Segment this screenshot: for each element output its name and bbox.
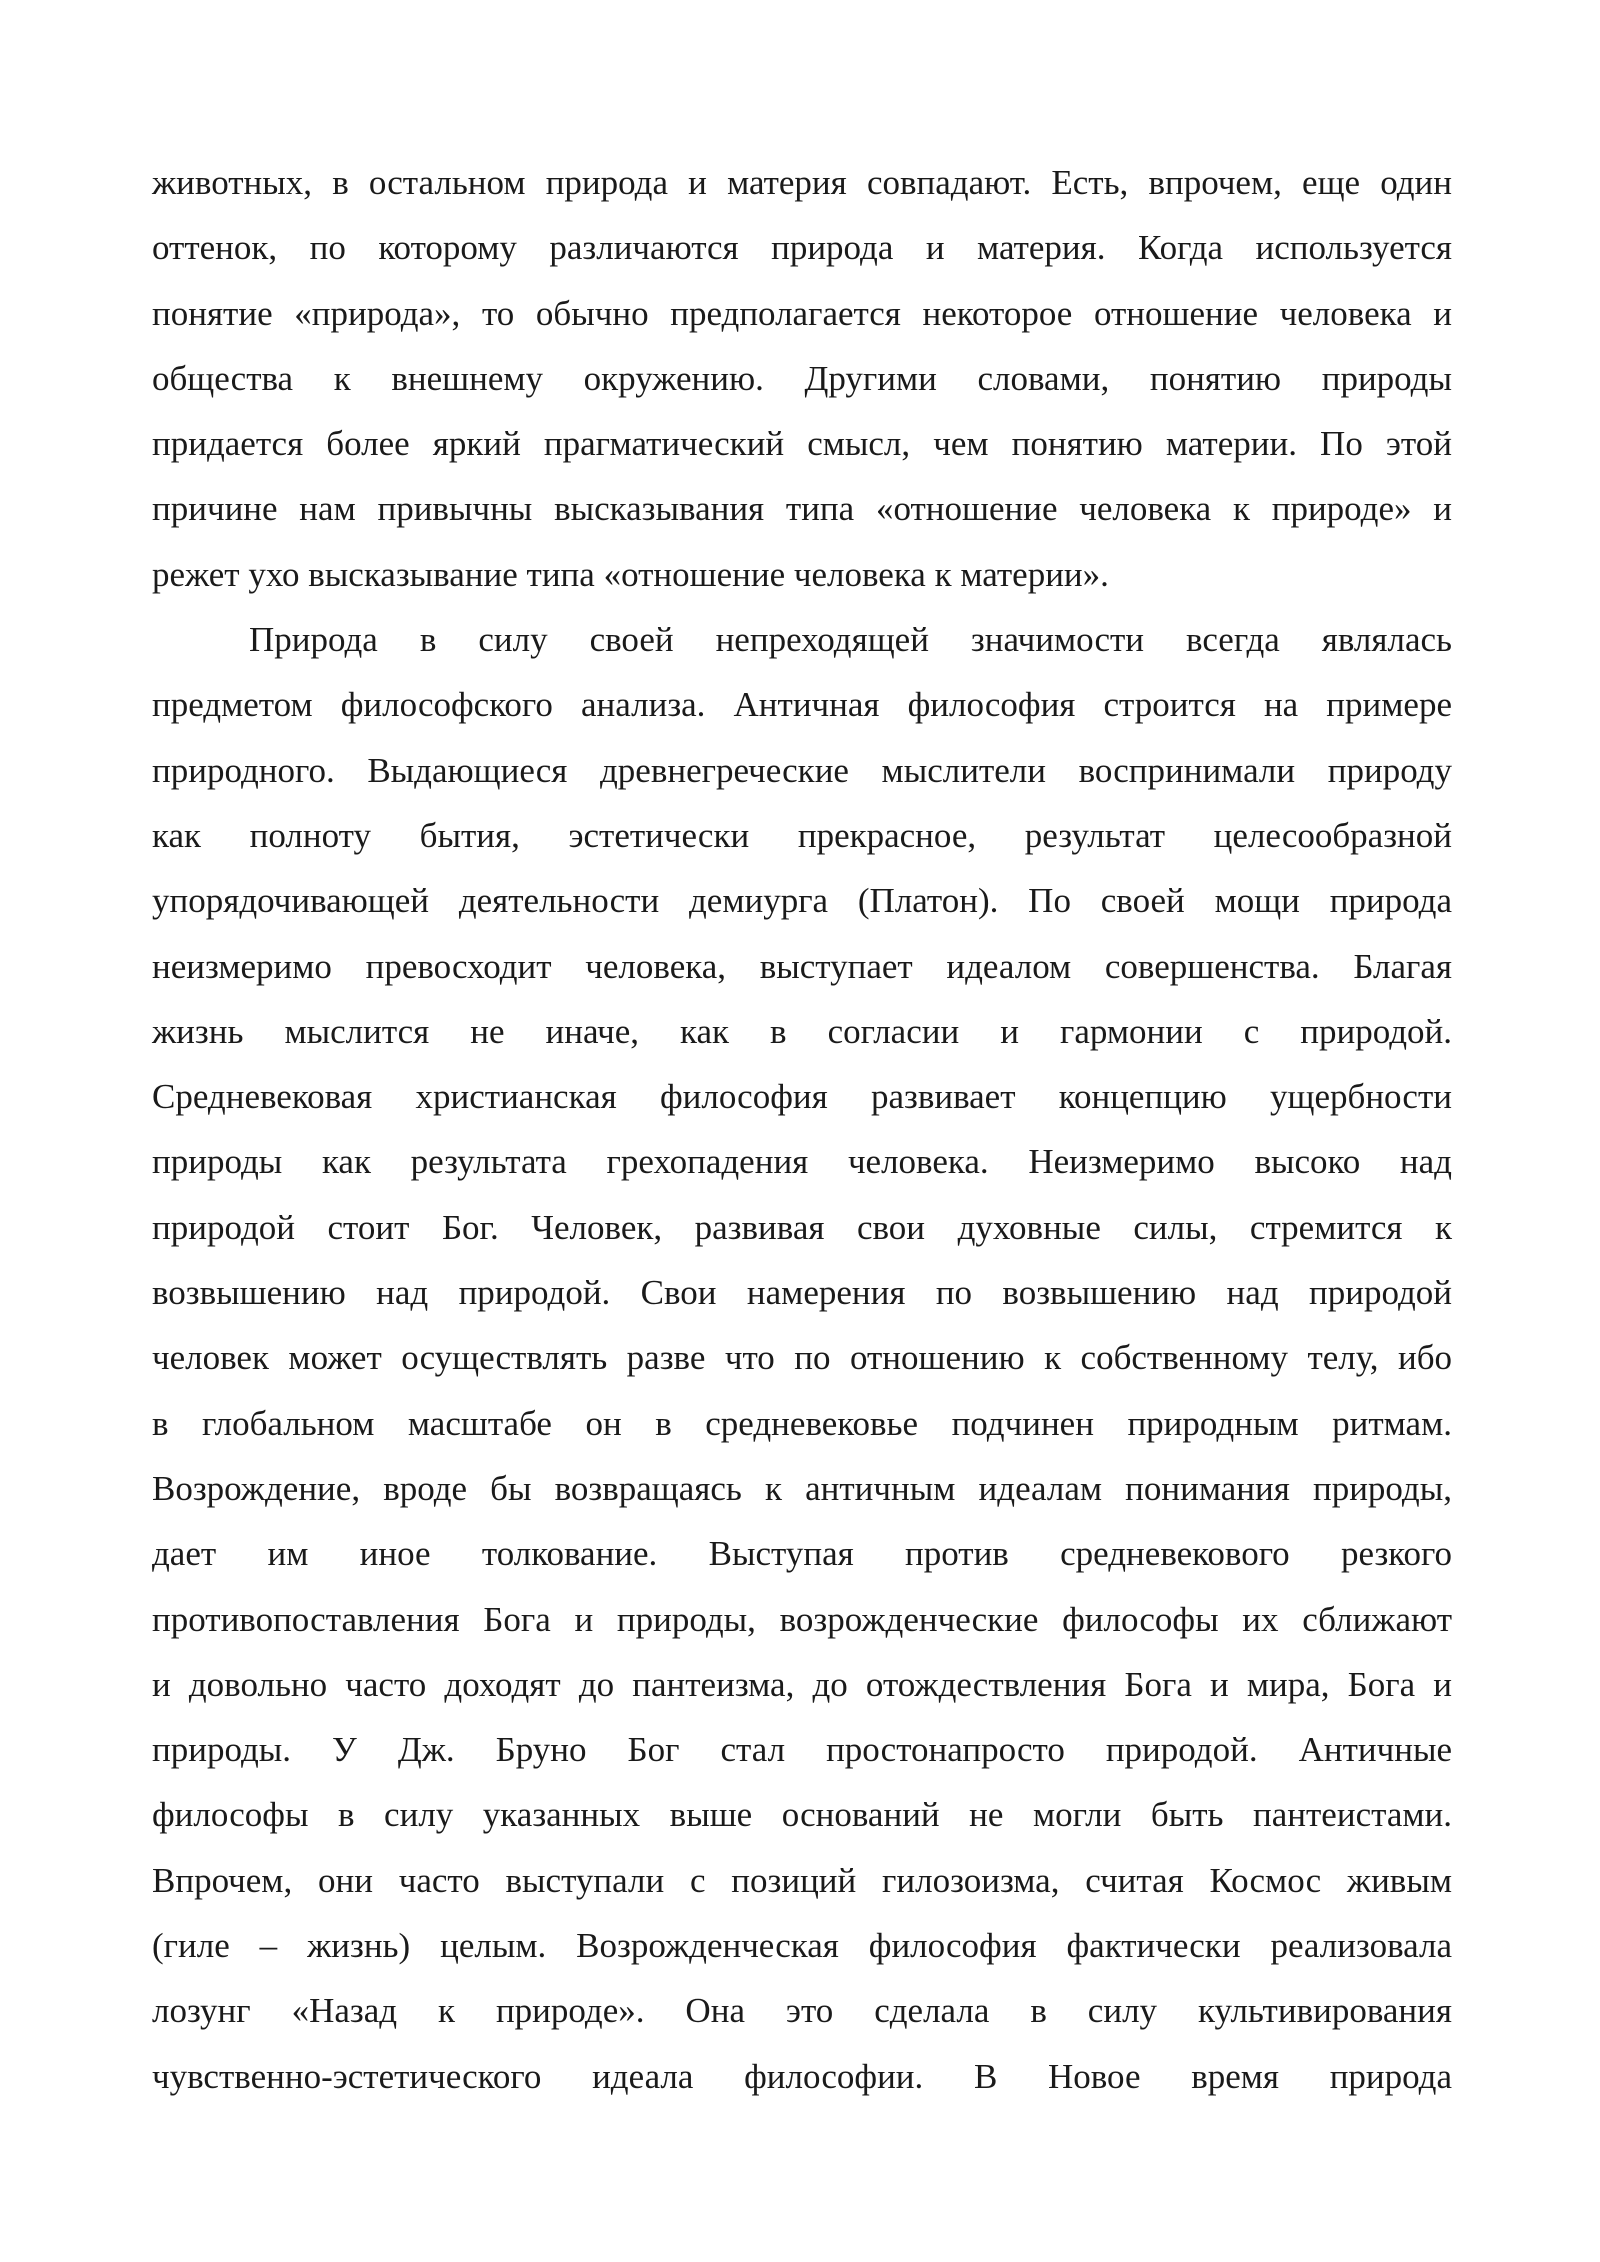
text-line: как полноту бытия, эстетически прекрасное, результат целесообразной (152, 815, 1452, 855)
text-line: придается более яркий прагматический смысл, чем понятию материи. По этой (152, 424, 1452, 464)
paragraph-2 (152, 607, 1452, 2109)
text-line: упорядочивающей деятельности демиурга (Платон). По своей мощи природа (152, 881, 1452, 921)
text-line: Природа в силу своей непреходящей значимости всегда являлась (249, 620, 1452, 660)
text-line: понятие «природа», то обычно предполагается некоторое отношение человека и (152, 293, 1452, 333)
text-line: жизнь мыслится не иначе, как в согласии и гармонии с природой. (152, 1011, 1452, 1051)
text-line: чувственно-эстетического идеала философии. В Новое время природа (152, 2056, 1452, 2096)
text-line: оттенок, по которому различаются природа и материя. Когда используется (152, 228, 1452, 268)
paragraph-1 (152, 150, 1452, 607)
text-line: неизмеримо превосходит человека, выступает идеалом совершенства. Благая (152, 946, 1452, 986)
text-line: философы в силу указанных выше оснований не могли быть пантеистами. (152, 1795, 1452, 1835)
text-line: природой стоит Бог. Человек, развивая свои духовные силы, стремится к (152, 1207, 1452, 1247)
text-line: противопоставления Бога и природы, возрожденческие философы их сближают (152, 1599, 1452, 1639)
text-line: природного. Выдающиеся древнегреческие мыслители воспринимали природу (152, 750, 1452, 790)
text-line: животных, в остальном природа и материя совпадают. Есть, впрочем, еще один (152, 163, 1452, 202)
text-line: возвышению над природой. Свои намерения по возвышению над природой (152, 1273, 1452, 1313)
text-line: дает им иное толкование. Выступая против средневекового резкого (152, 1534, 1452, 1574)
text-line: общества к внешнему окружению. Другими словами, понятию природы (152, 358, 1452, 398)
text-line: (гиле – жизнь) целым. Возрожденческая философия фактически реализовала (152, 1926, 1452, 1966)
text-line: причине нам привычны высказывания типа «отношение человека к природе» и (152, 489, 1452, 529)
text-line: в глобальном масштабе он в средневековье подчинен природным ритмам. (152, 1403, 1452, 1443)
document-page (152, 150, 1452, 2109)
text-line: и довольно часто доходят до пантеизма, до отождествления Бога и мира, Бога и (152, 1664, 1452, 1704)
text-line: природы. У Дж. Бруно Бог стал простонапросто природой. Античные (152, 1730, 1452, 1770)
text-line: природы как результата грехопадения человека. Неизмеримо высоко над (152, 1142, 1452, 1182)
text-line: Впрочем, они часто выступали с позиций гилозоизма, считая Космос живым (152, 1860, 1452, 1900)
text-line: предметом философского анализа. Античная философия строится на примере (152, 685, 1452, 725)
text-line: Средневековая христианская философия развивает концепцию ущербности (152, 1077, 1452, 1117)
text-line: режет ухо высказывание типа «отношение человека к материи». (152, 554, 1109, 594)
text-line: человек может осуществлять разве что по отношению к собственному телу, ибо (152, 1338, 1452, 1378)
text-line: Возрождение, вроде бы возвращаясь к античным идеалам понимания природы, (152, 1468, 1452, 1508)
text-line: лозунг «Назад к природе». Она это сделала в силу культивирования (152, 1991, 1452, 2031)
